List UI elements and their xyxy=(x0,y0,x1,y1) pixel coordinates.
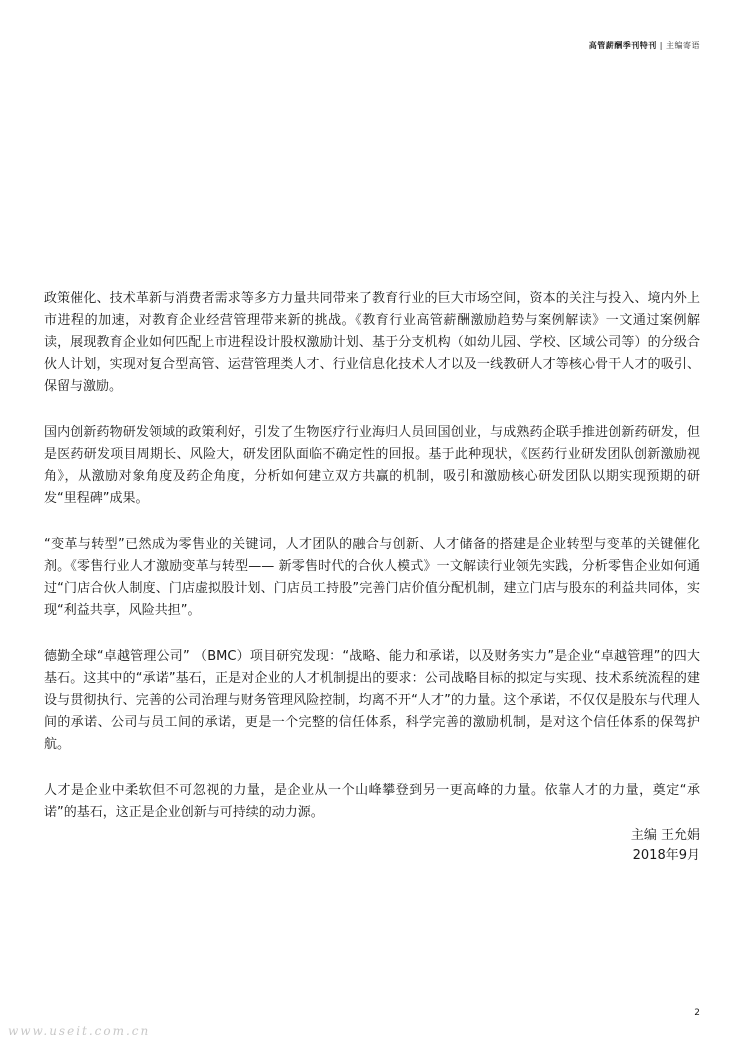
header-separator: | xyxy=(659,41,663,50)
publication-title: 高管薪酬季刊特刊 xyxy=(588,41,657,50)
page-header xyxy=(589,40,700,51)
paragraph-bmc: 德勤全球“卓越管理公司” （BMC）项目研究发现：“战略、能力和承诺，以及财务实力”是企业“卓越管理”的四大基石。这其中的“承诺”基石，正是对企业的人才机制提出的要求：公司战略目标的拟定与实现、技术系统流程的建设与贯彻执行、完善的公司治理与财务管理风险控制，均离不开“人才”的力量。这个承诺，不仅仅是股东与代理人间的承诺、公司与员工间的承诺，更是一个完整的信任体系，科学完善的激励机制，是对这个信任体系的保驾护航。 xyxy=(44,649,700,752)
watermark: www.useit.com.cn xyxy=(8,1024,151,1038)
paragraph-retail: “变革与转型”已然成为零售业的关键词，人才团队的融合与创新、人才储备的搭建是企业转型与变革的关键催化剂。《零售行业人才激励变革与转型—— 新零售时代的合伙人模式》一文解读行业领先实践，分析零售企业如何通过“门店合伙人制度、门店虚拟股计划、门店员工持股”完善门店价值分配机制，建立门店与股东的利益共同体，实现“利益共享，风险共担”。 xyxy=(44,537,700,618)
article-body xyxy=(44,288,700,848)
page-number: 2 xyxy=(694,1008,700,1018)
paragraph-education: 政策催化、技术革新与消费者需求等多方力量共同带来了教育行业的巨大市场空间，资本的关注与投入、境内外上市进程的加速，对教育企业经营管理带来新的挑战。《教育行业高管薪酬激励趋势与案例解读》一文通过案例解读，展现教育企业如何匹配上市进程设计股权激励计划、基于分支机构（如幼儿园、学校、区域公司等）的分级合伙人计划，实现对复合型高管、运营管理类人才、行业信息化技术人才以及一线教研人才等核心骨干人才的吸引、保留与激励。 xyxy=(44,291,700,394)
paragraph-conclusion: 人才是企业中柔软但不可忽视的力量，是企业从一个山峰攀登到另一更高峰的力量。依靠人才的力量，奠定“承诺”的基石，这正是企业创新与可持续的动力源。 xyxy=(44,783,700,820)
editor-name: 主编 王允娟 xyxy=(630,828,700,843)
signature-block xyxy=(631,826,700,866)
signature-date: 2018年9月 xyxy=(632,848,700,863)
paragraph-pharma: 国内创新药物研发领域的政策利好，引发了生物医疗行业海归人员回国创业，与成熟药企联手推进创新药研发，但是医药研发项目周期长、风险大，研发团队面临不确定性的回报。基于此种现状，《医药行业研发团队创新激励视角》，从激励对象角度及药企角度，分析如何建立双方共赢的机制，吸引和激励核心研发团队以期实现预期的研发“里程碑”成果。 xyxy=(44,425,700,506)
section-name: 主编寄语 xyxy=(666,41,700,50)
